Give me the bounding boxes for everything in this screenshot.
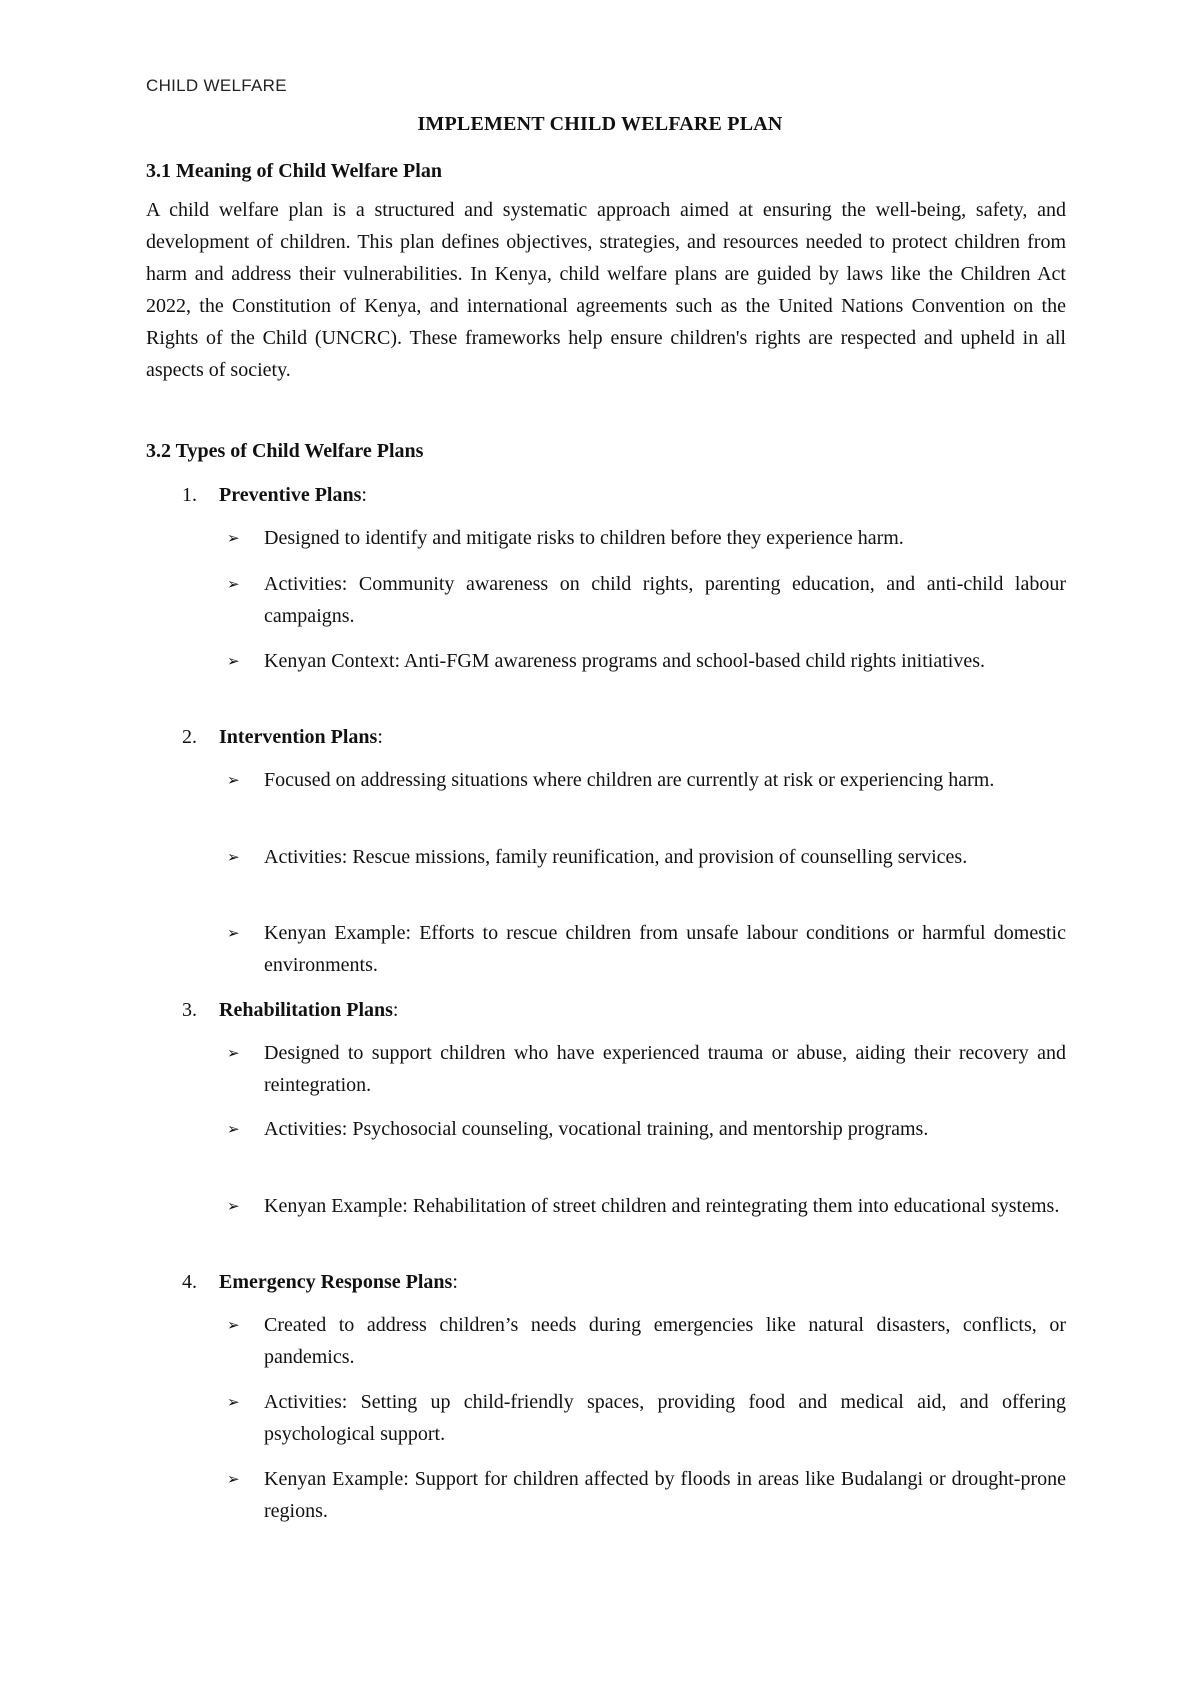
arrow-bullet-icon: ➢ bbox=[227, 1120, 240, 1138]
arrow-bullet-icon: ➢ bbox=[227, 771, 240, 789]
list-item-intervention bbox=[182, 726, 383, 749]
list-label: Intervention Plans bbox=[219, 726, 378, 748]
bullet-item bbox=[227, 1386, 1066, 1450]
list-colon: : bbox=[377, 726, 383, 748]
bullet-text: Activities: Rescue missions, family reunification, and provision of counselling services. bbox=[264, 846, 968, 868]
bullet-text: Kenyan Example: Support for children affected by floods in areas like Budalangi or drought-prone regions. bbox=[264, 1468, 1066, 1522]
bullet-item bbox=[227, 764, 1066, 796]
bullet-item bbox=[227, 1463, 1066, 1527]
bullet-item bbox=[227, 917, 1066, 981]
bullet-text: Designed to support children who have experienced trauma or abuse, aiding their recovery and reintegration. bbox=[264, 1042, 1066, 1096]
bullet-item bbox=[227, 645, 1066, 677]
bullet-text: Kenyan Example: Efforts to rescue children from unsafe labour conditions or harmful domestic environments. bbox=[264, 922, 1066, 976]
bullet-text: Activities: Community awareness on child rights, parenting education, and anti-child labour campaigns. bbox=[264, 573, 1066, 627]
list-item-preventive bbox=[182, 484, 367, 507]
running-header: CHILD WELFARE bbox=[146, 76, 287, 95]
arrow-bullet-icon: ➢ bbox=[227, 924, 240, 942]
arrow-bullet-icon: ➢ bbox=[227, 1316, 240, 1334]
bullet-text: Designed to identify and mitigate risks to children before they experience harm. bbox=[264, 527, 904, 549]
arrow-bullet-icon: ➢ bbox=[227, 1470, 240, 1488]
list-colon: : bbox=[361, 484, 367, 506]
bullet-item bbox=[227, 1113, 1066, 1145]
bullet-item bbox=[227, 1190, 1066, 1222]
list-colon: : bbox=[452, 1271, 458, 1293]
list-number: 2. bbox=[182, 726, 197, 748]
arrow-bullet-icon: ➢ bbox=[227, 1044, 240, 1062]
bullet-item bbox=[227, 522, 1066, 554]
list-item-emergency-response bbox=[182, 1271, 458, 1294]
bullet-text: Activities: Psychosocial counseling, vocational training, and mentorship programs. bbox=[264, 1118, 929, 1140]
bullet-item bbox=[227, 568, 1066, 632]
list-number: 4. bbox=[182, 1271, 197, 1293]
list-number: 3. bbox=[182, 999, 197, 1021]
document-title: IMPLEMENT CHILD WELFARE PLAN bbox=[417, 113, 783, 135]
list-label: Rehabilitation Plans bbox=[219, 999, 393, 1021]
list-label: Emergency Response Plans bbox=[219, 1271, 453, 1293]
arrow-bullet-icon: ➢ bbox=[227, 529, 240, 547]
list-item-rehabilitation bbox=[182, 999, 398, 1022]
section-heading-meaning: 3.1 Meaning of Child Welfare Plan bbox=[146, 160, 442, 182]
arrow-bullet-icon: ➢ bbox=[227, 1197, 240, 1215]
bullet-text: Kenyan Example: Rehabilitation of street children and reintegrating them into educational systems. bbox=[264, 1195, 1060, 1217]
section-heading-types: 3.2 Types of Child Welfare Plans bbox=[146, 440, 424, 462]
bullet-text: Created to address children’s needs during emergencies like natural disasters, conflicts, or pandemics. bbox=[264, 1314, 1066, 1368]
list-label: Preventive Plans bbox=[219, 484, 362, 506]
bullet-text: Kenyan Context: Anti-FGM awareness programs and school-based child rights initiatives. bbox=[264, 650, 985, 672]
bullet-text: Focused on addressing situations where children are currently at risk or experiencing harm. bbox=[264, 769, 995, 791]
arrow-bullet-icon: ➢ bbox=[227, 1393, 240, 1411]
bullet-item bbox=[227, 1309, 1066, 1373]
arrow-bullet-icon: ➢ bbox=[227, 652, 240, 670]
list-colon: : bbox=[392, 999, 399, 1021]
list-number: 1. bbox=[182, 484, 197, 506]
arrow-bullet-icon: ➢ bbox=[227, 848, 240, 866]
arrow-bullet-icon: ➢ bbox=[227, 575, 240, 593]
bullet-item bbox=[227, 1037, 1066, 1101]
section-paragraph-meaning: A child welfare plan is a structured and systematic approach aimed at ensuring the well-being, safety, and development of children. This plan defines objectives, strategies, and resources needed to protect children from harm and address their vulnerabilities. In Kenya, child welfare plans are guided by laws like the Children Act 2022, the Constitution of Kenya, and international agreements such as the United Nations Convention on the Rights of the Child (UNCRC). These frameworks help ensure children's rights are respected and upheld in all aspects of society. bbox=[146, 199, 1066, 381]
bullet-item bbox=[227, 841, 1066, 873]
bullet-text: Activities: Setting up child-friendly spaces, providing food and medical aid, and offering psychological support. bbox=[264, 1391, 1066, 1445]
